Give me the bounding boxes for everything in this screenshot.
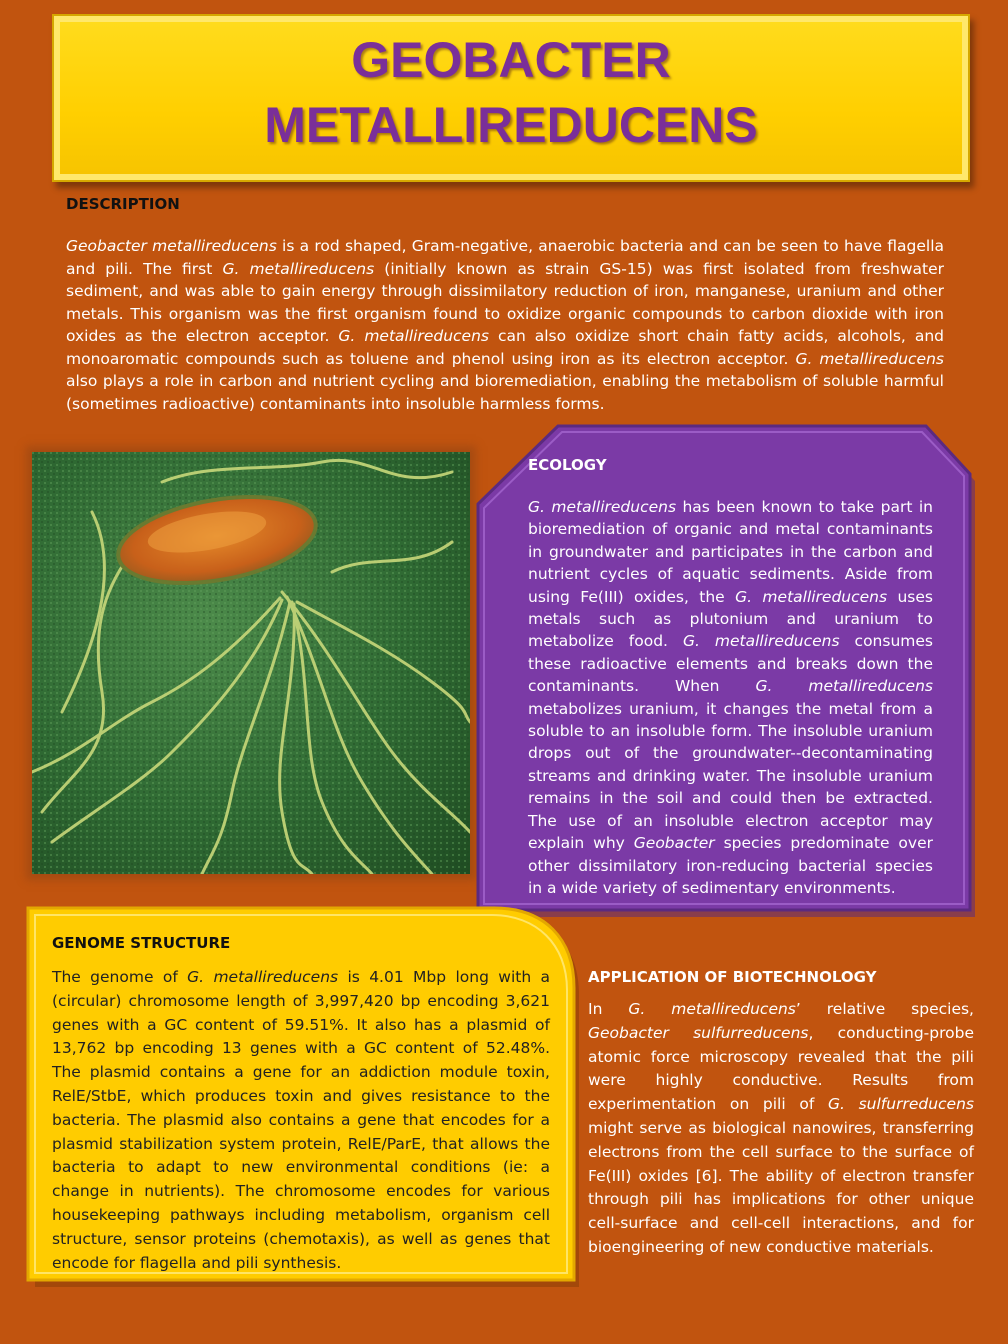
genome-structure-panel xyxy=(26,906,580,1290)
genome-heading: GENOME STRUCTURE xyxy=(52,934,231,952)
italic-genus: Geobacter xyxy=(633,834,715,853)
italic-species: G. metallireducens xyxy=(795,349,944,368)
text-run: In xyxy=(588,1000,629,1018)
italic-species: G. metallireducens xyxy=(338,327,489,345)
text-run: might serve as biological nanowires, transferring electrons from the cell surface to the surface of Fe(III) oxides [6]. The ability of electron transfer through pili has implications for other unique cell-surface and cell-cell interactions, and for bioengineering of new conductive materials. xyxy=(588,1118,974,1256)
text-run: metabolizes uranium, it changes the metal from a soluble to an insoluble form. The insoluble uranium drops out of the groundwater--decontaminating streams and drinking water. The insoluble uranium remains in the soil and could then be extracted. The use of an insoluble electron acceptor may explain why xyxy=(528,699,933,853)
description-heading: DESCRIPTION xyxy=(66,195,180,213)
description-text xyxy=(66,235,944,415)
text-run: also plays a role in carbon and nutrient cycling and bioremediation, enabling the metabolism of soluble harmful (sometimes radioactive) contaminants into insoluble harmless forms. xyxy=(66,372,944,413)
text-run: consumes these radioactive elements and breaks down the contaminants. When xyxy=(528,632,933,696)
text-run: is 4.01 Mbp long with a (circular) chromosome length of 3,997,420 bp encoding 3,621 genes with a GC content of 59.51%. It also has a plasmid of 13,762 bp encoding 13 genes with a GC content of 52.48%. The plasmid contains a gene for an addiction module toxin, RelE/StbE, which produces toxin and gives resistance to the bacteria. The plasmid also contains a gene that encodes for a plasmid stabilization system protein, RelE/ParE, that allows the bacteria to adapt to new environmental conditions (ie: a change in nutrients). The chromosome encodes for various housekeeping pathways including metabolism, organism cell structure, sensor proteins (chemotaxis), as well as genes that encode for flagella and pili synthesis. xyxy=(52,968,551,1272)
text-run: The genome of xyxy=(52,968,188,986)
text-run: (initially known as strain GS-15) was first isolated from freshwater sediment, and was able to gain energy through dissimilatory reduction of iron, manganese, uranium and other metals. This organism was the first organism found to oxidize organic compounds to carbon dioxide with iron oxides as the electron acceptor. xyxy=(66,259,945,345)
title-banner xyxy=(52,14,970,182)
genome-text xyxy=(52,966,550,1275)
italic-species: G. metallireducens xyxy=(755,677,933,696)
italic-species: G. metallireducens xyxy=(682,632,840,651)
ecology-text xyxy=(528,496,933,899)
text-run: is a rod shaped, Gram-negative, anaerobic bacteria and can be seen to have flagella and pili. The first xyxy=(66,237,945,278)
text-run: has been known to take part in bioremediation of organic and metal contaminants in groundwater and participates in the carbon and nutrient cycles of aquatic sediments. Aside from using Fe(III) oxides, the xyxy=(528,498,933,606)
italic-species: G. metallireducens xyxy=(222,259,375,278)
application-section xyxy=(588,968,974,1260)
italic-species: G. metallireducens xyxy=(628,1000,796,1018)
page-title xyxy=(54,16,968,158)
application-heading: APPLICATION OF BIOTECHNOLOGY xyxy=(588,968,877,986)
italic-species: G. metallireducens xyxy=(528,498,677,516)
text-run: , conducting-probe atomic force microscopy revealed that the pili were highly conductive. Results from experimentation on pili of xyxy=(588,1023,974,1114)
italic-species: Geobacter sulfurreducens xyxy=(588,1023,809,1042)
ecology-heading: ECOLOGY xyxy=(528,456,607,474)
text-run: ’ relative species, xyxy=(795,1000,974,1018)
italic-species: G. sulfurreducens xyxy=(827,1095,974,1114)
ecology-content xyxy=(528,456,933,899)
text-run: can also oxidize short chain fatty acids, alcohols, and monoaromatic compounds such as toluene and phenol using iron as its electron acceptor. xyxy=(66,327,944,368)
title-line-1: GEOBACTER xyxy=(351,32,671,88)
italic-species: Geobacter metallireducens xyxy=(66,237,277,255)
italic-species: G. metallireducens xyxy=(735,587,888,606)
genome-content xyxy=(52,934,550,1275)
bacteria-micrograph-image xyxy=(32,452,470,874)
text-run: uses metals such as plutonium and uranium to metabolize food. xyxy=(528,587,933,651)
title-line-2: METALLIREDUCENS xyxy=(264,97,758,153)
ecology-panel xyxy=(476,424,976,918)
application-text xyxy=(588,998,974,1260)
micrograph-illustration xyxy=(32,452,470,874)
description-section xyxy=(66,195,944,415)
text-run: species predominate over other dissimilatory iron-reducing bacterial species in a wide variety of sedimentary environments. xyxy=(528,834,933,897)
italic-species: G. metallireducens xyxy=(187,968,339,986)
